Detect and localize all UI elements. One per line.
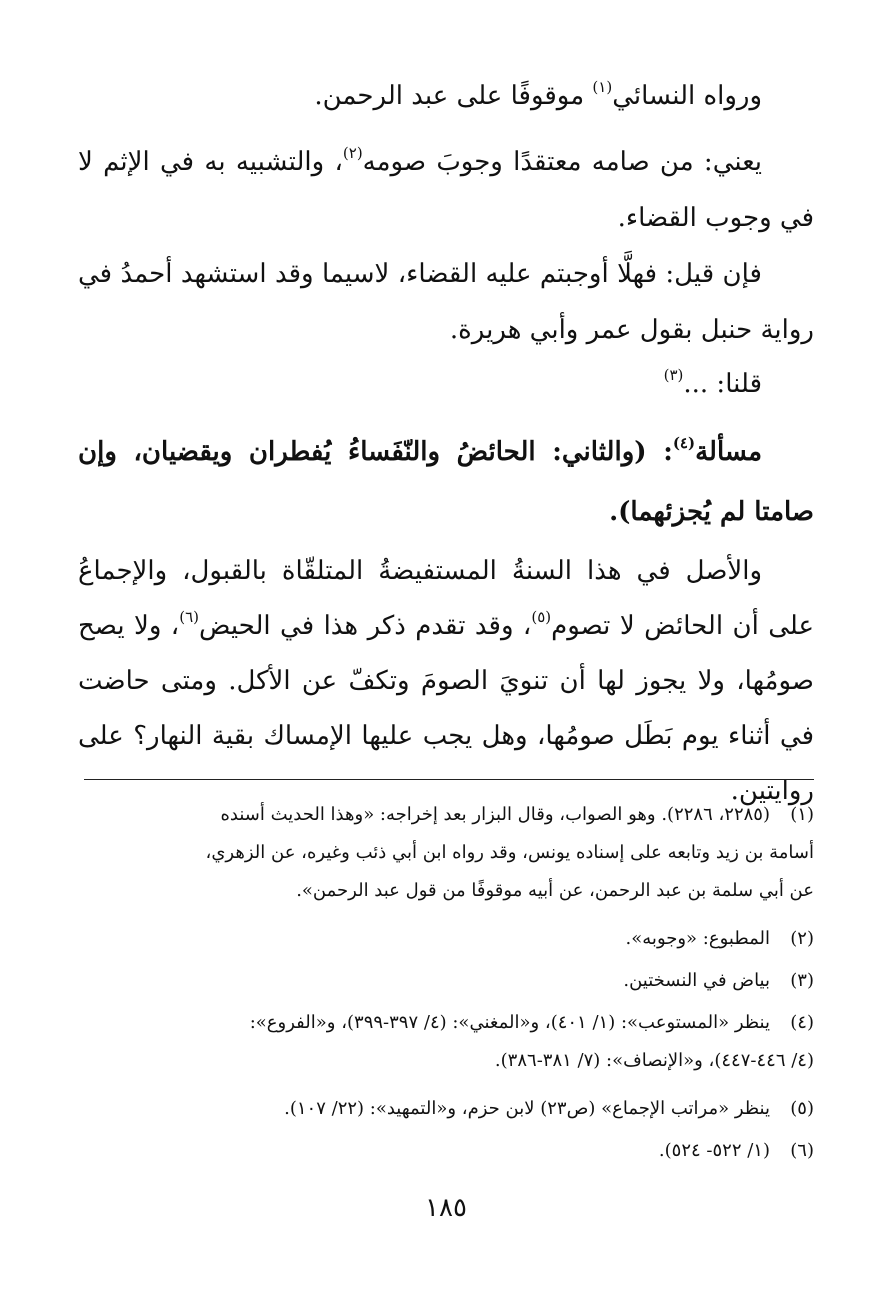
footnote-text: ينظر «مراتب الإجماع» (ص٢٣) لابن حزم، و«التمهيد»: (٢٢/ ١٠٧). (284, 1098, 770, 1119)
page-number: ١٨٥ (425, 1193, 467, 1223)
paragraph-text: قلنا: ... (683, 369, 762, 399)
footnote-3 (78, 966, 814, 996)
footnote-ref-6: (٦) (179, 608, 199, 626)
masala-text: : (والثاني: الحائضُ والنّفَساءُ يُفطران ويقضيان، وإن صامتا لم يُجزئهما). (78, 437, 814, 527)
masala-heading: مسألة (695, 437, 762, 467)
footnote-5 (78, 1094, 814, 1124)
paragraph-text: ، ولا يصح صومُها، ولا يجوز لها أن تنويَ الصومَ وتكفّ عن الأكل. ومتى حاضت في أثناء يوم بَطَل صومُها، وهل يجب عليها الإمساك بقية النهار؟ على روايتين. (78, 611, 814, 806)
footnote-ref-3: (٣) (663, 366, 684, 384)
footnote-ref-4: (٤) (672, 434, 696, 452)
footnote-4-continued (78, 1046, 858, 1076)
footnote-number: (٢) (790, 928, 814, 949)
footnote-number: (٤) (790, 1012, 814, 1033)
footnotes-section (78, 0, 814, 1290)
paragraph-text: موقوفًا على عبد الرحمن. (314, 81, 593, 111)
footnote-ref-2: (٢) (342, 144, 363, 162)
footnote-number: (٦) (790, 1140, 814, 1161)
footnote-ref-1: (١) (592, 78, 613, 96)
footnote-text: (٤/ ٤٤٦-٤٤٧)، و«الإنصاف»: (٧/ ٣٨١-٣٨٦). (494, 1050, 814, 1071)
footnote-text: (٢٢٨٥، ٢٢٨٦). وهو الصواب، وقال البزار بعد إخراجه: «وهذا الحديث أسنده (220, 804, 770, 825)
paragraph-text: ، وقد تقدم ذكر هذا في الحيض (198, 611, 532, 641)
footnote-text: عن أبي سلمة بن عبد الرحمن، عن أبيه موقوفًا من قول عبد الرحمن». (296, 880, 814, 901)
footnote-text: أسامة بن زيد وتابعه على إسناده يونس، وقد رواه ابن أبي ذئب وغيره، عن الزهري، (205, 842, 814, 863)
footnote-text: المطبوع: «وجوبه». (625, 928, 770, 949)
footnote-text: ينظر «المستوعب»: (١/ ٤٠١)، و«المغني»: (٤/ ٣٩٧-٣٩٩)، و«الفروع»: (249, 1012, 770, 1033)
footnote-ref-5: (٥) (531, 608, 552, 626)
footnote-1 (78, 800, 814, 830)
paragraph-text: والأصل في هذا السنةُ المستفيضةُ المتلقّاة بالقبول، والإجماعُ على أن الحائض لا تصوم (78, 556, 815, 641)
footnote-number: (٥) (790, 1098, 814, 1119)
footnote-text: بياض في النسختين. (623, 970, 770, 991)
footnote-1-continued (78, 876, 858, 906)
footnote-1-continued (78, 838, 858, 868)
footnote-2 (78, 924, 814, 954)
paragraph-text: فإن قيل: فهلَّا أوجبتم عليه القضاء، لاسيما وقد استشهد أحمدُ في رواية حنبل بقول عمر وأبي هريرة. (78, 259, 814, 345)
footnote-number: (٣) (790, 970, 814, 991)
footnote-6 (78, 1136, 814, 1166)
footnote-number: (١) (790, 804, 814, 825)
paragraph-text: ورواه النسائي (612, 81, 762, 111)
footnote-4 (78, 1008, 814, 1038)
paragraph-text: يعني: من صامه معتقدًا وجوبَ صومه (362, 147, 762, 177)
paragraph-text: ، والتشبيه به في الإثم لا في وجوب القضاء. (78, 147, 814, 233)
footnote-text: (١/ ٥٢٢- ٥٢٤). (658, 1140, 770, 1161)
